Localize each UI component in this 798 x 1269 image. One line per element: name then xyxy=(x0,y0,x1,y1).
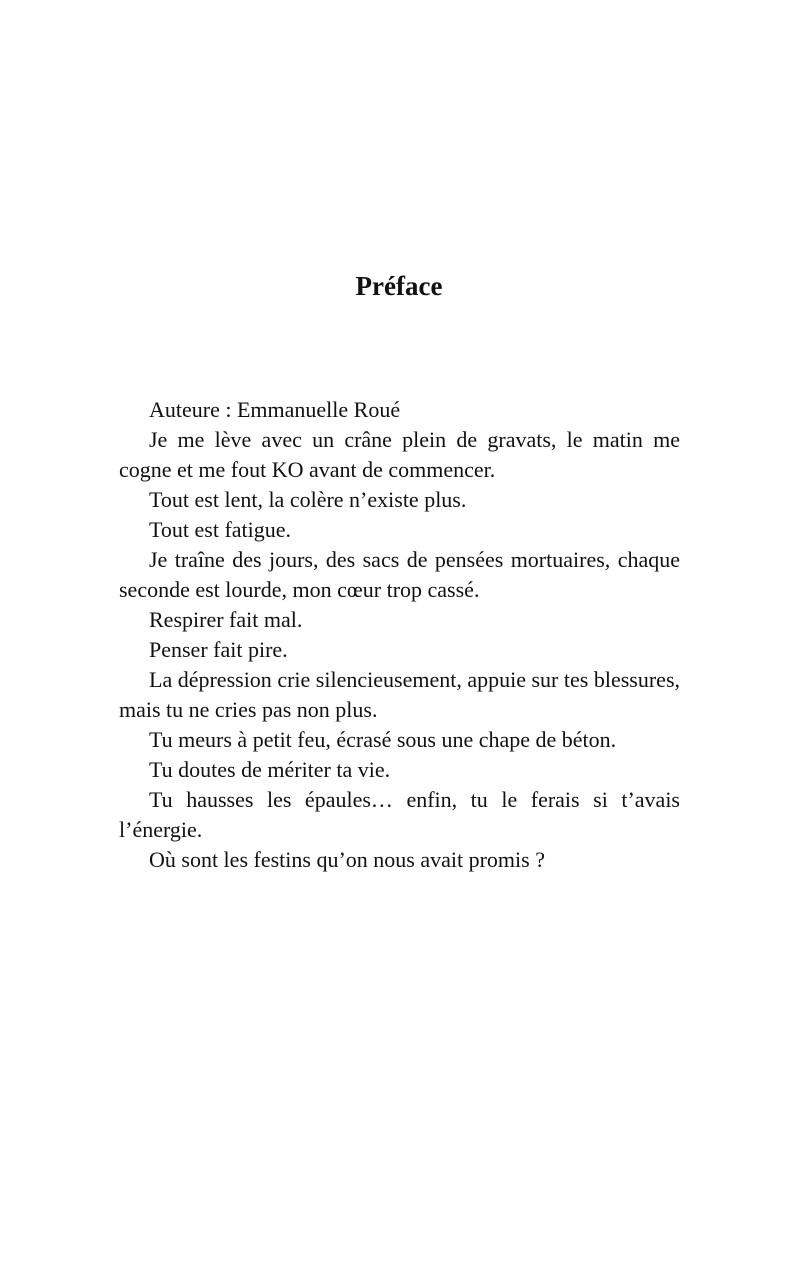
paragraph: Tu hausses les épaules… enfin, tu le ferais si t’avais l’énergie. xyxy=(119,787,680,842)
paragraph: Respirer fait mal. xyxy=(149,607,303,632)
paragraph: Penser fait pire. xyxy=(149,637,288,662)
paragraph: Je traîne des jours, des sacs de pensées mortuaires, chaque seconde est lourde, mon cœur trop cassé. xyxy=(119,547,680,602)
paragraph: Je me lève avec un crâne plein de gravats, le matin me cogne et me fout KO avant de commencer. xyxy=(119,427,680,482)
paragraph: Tout est fatigue. xyxy=(149,517,292,542)
paragraph: La dépression crie silencieusement, appuie sur tes blessures, mais tu ne cries pas non plus. xyxy=(119,667,680,722)
paragraph: Tu meurs à petit feu, écrasé sous une chape de béton. xyxy=(149,727,617,752)
paragraph: Tout est lent, la colère n’existe plus. xyxy=(149,487,467,512)
paragraph: Tu doutes de mériter ta vie. xyxy=(149,757,391,782)
preface-body xyxy=(119,395,680,875)
paragraph: Où sont les festins qu’on nous avait promis ? xyxy=(149,847,545,872)
page-title: Préface xyxy=(355,271,443,301)
author-line: Auteure : Emmanuelle Roué xyxy=(149,397,401,422)
